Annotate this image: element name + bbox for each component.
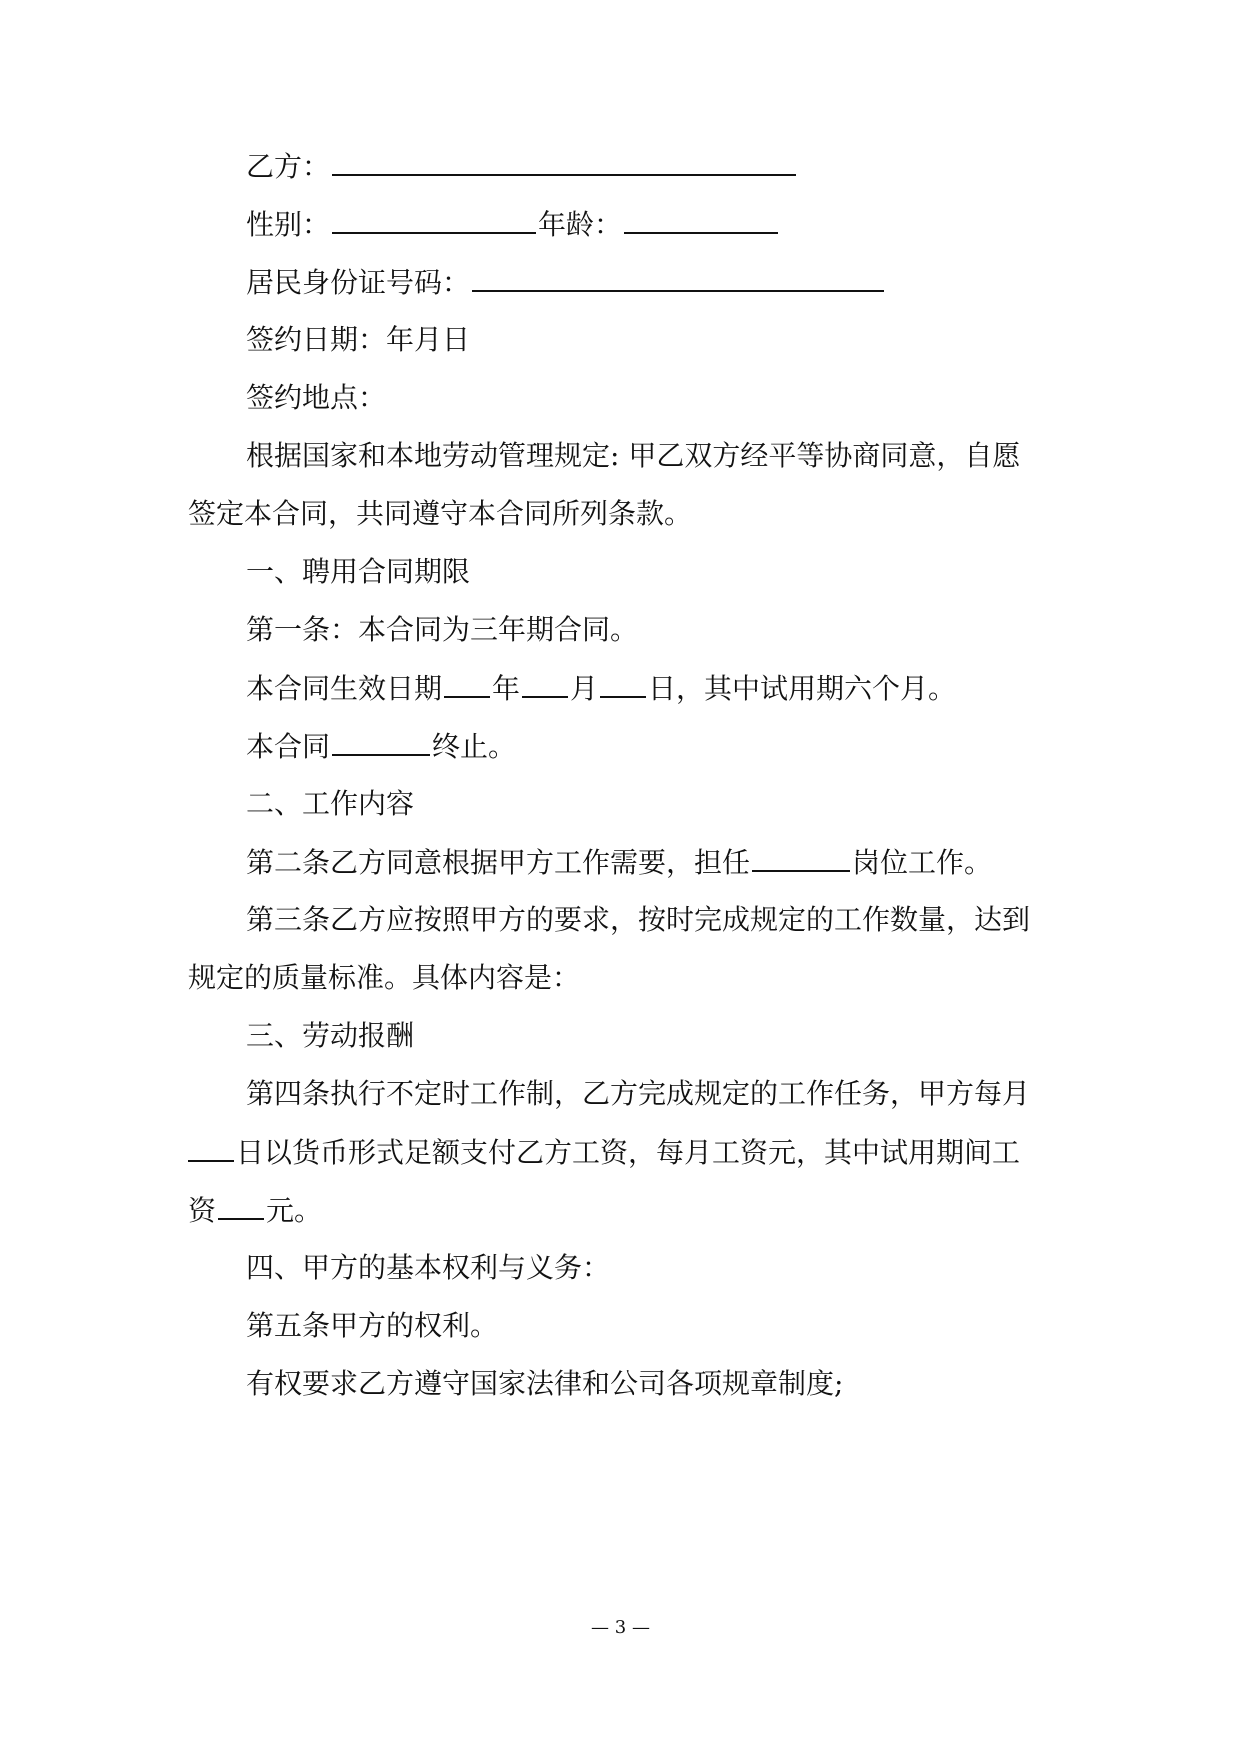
- article5: 第五条甲方的权利。: [246, 1309, 499, 1342]
- section1-heading: 一、聘用合同期限: [246, 555, 471, 588]
- right-1: 有权要求乙方遵守国家法律和公司各项规章制度;: [246, 1367, 844, 1400]
- article2-line: [246, 842, 992, 882]
- sign-place: 签约地点：: [246, 381, 387, 414]
- effective-year-blank: [444, 668, 490, 698]
- effective-month: 月: [570, 672, 599, 705]
- party-b-label: 乙方：: [246, 150, 331, 183]
- intro-line-2: 签定本合同，共同遵守本合同所列条款。: [188, 497, 693, 530]
- position-blank: [752, 842, 850, 872]
- id-blank: [472, 262, 884, 292]
- terminate-blank: [332, 726, 430, 756]
- gender-label: 性别：: [246, 208, 331, 241]
- article2-prefix: 第二条乙方同意根据甲方工作需要，担任: [246, 846, 751, 879]
- article4-line-3-prefix: 资: [188, 1194, 217, 1227]
- terminate-prefix: 本合同: [246, 730, 331, 763]
- age-blank: [624, 204, 778, 234]
- section2-heading: 二、工作内容: [246, 787, 415, 820]
- article3-line-2: 规定的质量标准。具体内容是：: [188, 961, 581, 994]
- article1: 第一条：本合同为三年期合同。: [246, 613, 639, 646]
- terminate-suffix: 终止。: [432, 730, 517, 763]
- payday-blank: [188, 1132, 234, 1162]
- effective-month-blank: [522, 668, 568, 698]
- effective-suffix: 日，其中试用期六个月。: [648, 672, 957, 705]
- section4-heading: 四、甲方的基本权利与义务：: [246, 1251, 611, 1284]
- page-number: — 3 —: [591, 1617, 650, 1638]
- effective-year: 年: [492, 672, 521, 705]
- id-label: 居民身份证号码：: [246, 266, 471, 299]
- article4-line-2-text: 日以货币形式足额支付乙方工资，每月工资元，其中试用期间工: [236, 1136, 1021, 1169]
- gender-age-line: [246, 204, 780, 244]
- article4-line-3: [188, 1190, 322, 1230]
- terminate-line: [246, 726, 516, 766]
- sign-date: 签约日期：年月日: [246, 323, 471, 356]
- article3-line-1: 第三条乙方应按照甲方的要求，按时完成规定的工作数量，达到: [246, 903, 1031, 936]
- effective-prefix: 本合同生效日期: [246, 672, 443, 705]
- age-label: 年龄：: [538, 208, 623, 241]
- article4-line-3-suffix: 元。: [266, 1194, 323, 1227]
- section3-heading: 三、劳动报酬: [246, 1019, 415, 1052]
- party-b-line: [246, 146, 798, 186]
- article4-line-2: [188, 1132, 1020, 1172]
- gender-blank: [332, 204, 536, 234]
- article4-line-1: 第四条执行不定时工作制，乙方完成规定的工作任务，甲方每月: [246, 1077, 1031, 1110]
- effective-date-line: [246, 668, 956, 708]
- intro-line-1: 根据国家和本地劳动管理规定: 甲乙双方经平等协商同意，自愿: [246, 439, 1021, 472]
- article2-suffix: 岗位工作。: [852, 846, 993, 879]
- id-line: [246, 262, 886, 302]
- party-b-blank: [332, 146, 796, 176]
- effective-day-blank: [600, 668, 646, 698]
- trial-salary-blank: [218, 1190, 264, 1220]
